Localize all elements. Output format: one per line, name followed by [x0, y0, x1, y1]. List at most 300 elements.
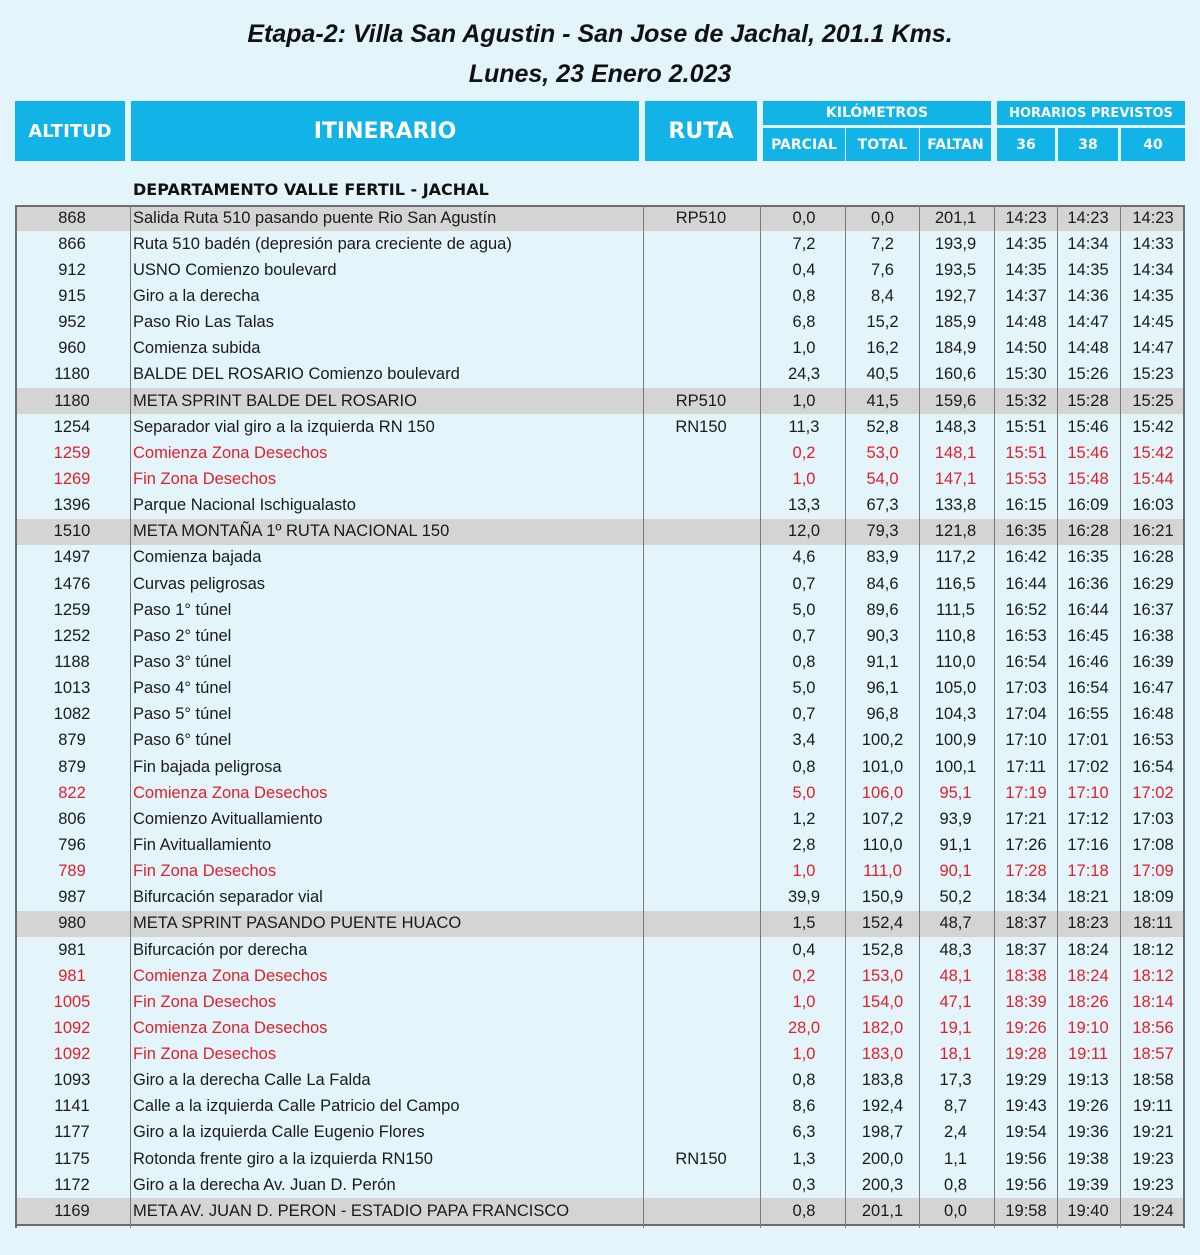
cell-ruta — [645, 623, 757, 649]
cell-altitud: 866 — [58, 234, 86, 253]
cell-altitud: 1175 — [54, 1149, 90, 1168]
table-row — [15, 519, 1185, 545]
cell-hora-38: 14:48 — [1067, 339, 1109, 358]
page-title: Etapa-2: Villa San Agustin - San Jose de Jachal, 201.1 Kms. — [247, 20, 953, 48]
cell-hora-40: 14:33 — [1132, 234, 1174, 253]
cell-hora-38: 16:54 — [1067, 679, 1109, 698]
cell-total: 15,2 — [866, 313, 899, 332]
cell-total: 83,9 — [866, 548, 899, 567]
table-row — [15, 754, 1185, 780]
cell-hora-36: 16:35 — [1005, 522, 1047, 541]
cell-altitud: 915 — [58, 286, 86, 305]
cell-itinerario: Calle a la izquierda Calle Patricio del Campo — [133, 1097, 460, 1116]
cell-ruta — [645, 1198, 757, 1224]
cell-hora-38: 15:48 — [1067, 469, 1109, 488]
table-row — [15, 1120, 1185, 1146]
cell-ruta — [645, 336, 757, 362]
cell-hora-38: 16:46 — [1067, 652, 1109, 671]
cell-hora-40: 15:42 — [1132, 417, 1174, 436]
cell-hora-40: 15:25 — [1132, 391, 1174, 410]
cell-itinerario: Comienza Zona Desechos — [133, 1018, 328, 1037]
cell-hora-38: 14:34 — [1067, 234, 1109, 253]
cell-parcial: 5,0 — [792, 783, 816, 802]
cell-itinerario: Paso 6° túnel — [133, 731, 232, 750]
cell-ruta — [645, 937, 757, 963]
cell-hora-40: 19:21 — [1132, 1123, 1174, 1142]
cell-faltan: 133,8 — [934, 496, 977, 515]
cell-parcial: 0,8 — [792, 286, 816, 305]
cell-altitud: 1476 — [53, 574, 91, 593]
cell-hora-36: 14:48 — [1005, 313, 1047, 332]
cell-altitud: 1254 — [53, 417, 91, 436]
cell-total: 200,0 — [861, 1149, 904, 1168]
cell-ruta — [645, 310, 757, 336]
cell-ruta — [645, 466, 757, 492]
column-divider — [760, 205, 761, 1228]
cell-hora-38: 18:24 — [1067, 966, 1109, 985]
cell-ruta — [645, 832, 757, 858]
cell-ruta — [645, 1015, 757, 1041]
cell-ruta — [645, 545, 757, 571]
cell-parcial: 1,0 — [792, 1045, 816, 1064]
cell-parcial: 0,7 — [792, 705, 816, 724]
cell-total: 54,0 — [866, 469, 899, 488]
cell-hora-40: 19:23 — [1132, 1175, 1174, 1194]
cell-faltan: 147,1 — [934, 469, 977, 488]
cell-itinerario: Paso Rio Las Talas — [133, 313, 274, 332]
cell-faltan: 48,3 — [939, 940, 972, 959]
cell-altitud: 1252 — [53, 626, 91, 645]
cell-hora-38: 14:47 — [1067, 313, 1109, 332]
cell-hora-38: 15:46 — [1067, 443, 1109, 462]
cell-parcial: 0,7 — [792, 626, 816, 645]
table-row — [15, 676, 1185, 702]
cell-parcial: 4,6 — [792, 548, 816, 567]
cell-altitud: 1396 — [53, 496, 91, 515]
cell-faltan: 110,0 — [935, 652, 976, 671]
cell-hora-36: 16:53 — [1005, 626, 1047, 645]
cell-parcial: 0,4 — [792, 940, 816, 959]
cell-hora-38: 16:36 — [1067, 574, 1109, 593]
cell-parcial: 1,0 — [792, 339, 816, 358]
cell-hora-40: 17:03 — [1132, 809, 1174, 828]
cell-itinerario: Paso 1° túnel — [133, 600, 232, 619]
table-row — [15, 702, 1185, 728]
cell-altitud: 789 — [58, 862, 86, 881]
cell-total: 152,8 — [861, 940, 904, 959]
cell-total: 7,2 — [871, 234, 894, 253]
table-row — [15, 1172, 1185, 1198]
cell-parcial: 0,8 — [792, 757, 816, 776]
cell-total: 192,4 — [861, 1097, 904, 1116]
cell-itinerario: Giro a la izquierda Calle Eugenio Flores — [133, 1123, 425, 1142]
cell-hora-36: 19:28 — [1005, 1045, 1047, 1064]
cell-altitud: 1177 — [54, 1123, 90, 1142]
table-row — [15, 937, 1185, 963]
cell-hora-38: 19:13 — [1067, 1071, 1109, 1090]
cell-itinerario: Bifurcación por derecha — [133, 940, 308, 959]
cell-hora-40: 14:35 — [1132, 286, 1174, 305]
cell-hora-36: 17:04 — [1005, 705, 1047, 724]
table-row — [15, 205, 1185, 231]
cell-hora-36: 14:37 — [1005, 286, 1047, 305]
cell-total: 198,7 — [861, 1123, 904, 1142]
cell-hora-40: 16:28 — [1132, 548, 1174, 567]
table-row — [15, 1068, 1185, 1094]
cell-parcial: 39,9 — [787, 888, 821, 907]
cell-itinerario: Rotonda frente giro a la izquierda RN150 — [133, 1149, 433, 1168]
cell-hora-40: 16:21 — [1132, 522, 1174, 541]
cell-ruta — [645, 885, 757, 911]
cell-hora-40: 16:47 — [1132, 679, 1174, 698]
cell-hora-38: 16:44 — [1067, 600, 1109, 619]
cell-total: 183,8 — [861, 1071, 904, 1090]
cell-ruta — [645, 257, 757, 283]
cell-faltan: 48,1 — [939, 966, 972, 985]
cell-parcial: 1,0 — [792, 391, 816, 410]
table-row — [15, 989, 1185, 1015]
cell-itinerario: Paso 5° túnel — [133, 705, 232, 724]
table-row — [15, 885, 1185, 911]
cell-total: 111,0 — [863, 862, 902, 881]
cell-total: 154,0 — [861, 992, 904, 1011]
cell-hora-40: 14:45 — [1132, 313, 1174, 332]
cell-parcial: 6,8 — [792, 313, 816, 332]
cell-hora-38: 14:23 — [1067, 208, 1109, 227]
cell-hora-40: 15:23 — [1132, 365, 1174, 384]
column-divider — [643, 205, 644, 1228]
cell-faltan: 111,5 — [936, 600, 975, 619]
itinerary-table — [15, 205, 1185, 1226]
cell-itinerario: Fin Zona Desechos — [133, 1045, 277, 1064]
cell-altitud: 1180 — [54, 365, 90, 384]
cell-hora-38: 16:45 — [1067, 626, 1109, 645]
cell-total: 201,1 — [861, 1201, 904, 1220]
cell-parcial: 0,7 — [792, 574, 816, 593]
table-row — [15, 362, 1185, 388]
cell-hora-38: 19:11 — [1067, 1045, 1109, 1064]
cell-total: 150,9 — [861, 888, 904, 907]
cell-total: 53,0 — [866, 443, 899, 462]
header-h36: 36 — [997, 128, 1055, 161]
cell-faltan: 19,1 — [939, 1018, 972, 1037]
cell-total: 96,8 — [866, 705, 899, 724]
cell-hora-40: 14:47 — [1132, 339, 1174, 358]
cell-hora-40: 17:02 — [1132, 783, 1174, 802]
cell-total: 52,8 — [866, 417, 899, 436]
table-row — [15, 257, 1185, 283]
cell-itinerario: Salida Ruta 510 pasando puente Rio San Agustín — [133, 208, 497, 227]
cell-itinerario: Curvas peligrosas — [133, 574, 266, 593]
cell-faltan: 193,5 — [934, 260, 977, 279]
cell-ruta — [645, 780, 757, 806]
cell-parcial: 6,3 — [792, 1123, 816, 1142]
cell-altitud: 912 — [58, 260, 86, 279]
cell-ruta — [645, 571, 757, 597]
table-row — [15, 597, 1185, 623]
cell-ruta — [645, 1120, 757, 1146]
cell-faltan: 116,5 — [935, 574, 976, 593]
cell-hora-36: 17:28 — [1005, 862, 1047, 881]
cell-hora-38: 18:24 — [1067, 940, 1109, 959]
cell-parcial: 2,8 — [792, 835, 816, 854]
cell-altitud: 1092 — [53, 1018, 91, 1037]
cell-hora-40: 16:53 — [1132, 731, 1174, 750]
cell-hora-40: 16:39 — [1132, 652, 1174, 671]
cell-altitud: 1259 — [53, 443, 91, 462]
cell-hora-38: 17:10 — [1067, 783, 1109, 802]
cell-total: 89,6 — [866, 600, 899, 619]
cell-faltan: 192,7 — [934, 286, 977, 305]
cell-parcial: 0,2 — [792, 966, 816, 985]
cell-parcial: 7,2 — [792, 234, 816, 253]
cell-hora-38: 18:26 — [1067, 992, 1109, 1011]
cell-ruta — [645, 728, 757, 754]
cell-hora-36: 19:29 — [1005, 1071, 1047, 1090]
cell-parcial: 0,0 — [792, 208, 816, 227]
cell-itinerario: Fin Zona Desechos — [133, 469, 277, 488]
cell-hora-38: 18:23 — [1067, 914, 1109, 933]
cell-hora-36: 18:37 — [1005, 914, 1047, 933]
table-row — [15, 623, 1185, 649]
cell-itinerario: Comienza Zona Desechos — [133, 966, 328, 985]
header-horarios: HORARIOS PREVISTOS — [997, 101, 1185, 125]
cell-total: 67,3 — [866, 496, 899, 515]
cell-altitud: 1093 — [53, 1071, 91, 1090]
cell-hora-36: 19:56 — [1005, 1149, 1047, 1168]
cell-ruta — [645, 362, 757, 388]
cell-ruta: RN150 — [675, 417, 727, 436]
cell-hora-40: 18:12 — [1132, 966, 1174, 985]
cell-hora-36: 14:50 — [1005, 339, 1047, 358]
cell-hora-36: 17:26 — [1005, 835, 1047, 854]
cell-ruta — [645, 806, 757, 832]
cell-faltan: 1,1 — [944, 1149, 967, 1168]
cell-hora-40: 14:23 — [1132, 208, 1174, 227]
cell-hora-36: 15:51 — [1005, 417, 1047, 436]
cell-hora-36: 15:51 — [1005, 443, 1047, 462]
cell-hora-40: 16:37 — [1132, 600, 1174, 619]
cell-ruta: RP510 — [675, 208, 727, 227]
cell-faltan: 17,3 — [939, 1071, 972, 1090]
cell-parcial: 13,3 — [787, 496, 821, 515]
cell-faltan: 104,3 — [934, 705, 977, 724]
cell-altitud: 879 — [58, 731, 86, 750]
cell-itinerario: Fin Zona Desechos — [133, 862, 277, 881]
table-row — [15, 859, 1185, 885]
cell-faltan: 159,6 — [934, 391, 977, 410]
cell-hora-40: 15:44 — [1132, 469, 1174, 488]
cell-ruta — [645, 963, 757, 989]
cell-ruta — [645, 859, 757, 885]
cell-altitud: 796 — [58, 835, 86, 854]
cell-hora-36: 16:44 — [1005, 574, 1047, 593]
table-row — [15, 1042, 1185, 1068]
cell-hora-40: 16:54 — [1132, 757, 1174, 776]
table-row — [15, 336, 1185, 362]
column-divider — [994, 205, 995, 1228]
cell-altitud: 1092 — [53, 1045, 91, 1064]
cell-hora-40: 18:11 — [1132, 914, 1174, 933]
cell-itinerario: Comienza subida — [133, 339, 261, 358]
cell-total: 91,1 — [866, 652, 899, 671]
cell-altitud: 1510 — [53, 522, 91, 541]
cell-ruta — [645, 231, 757, 257]
cell-parcial: 0,8 — [792, 652, 816, 671]
cell-hora-36: 17:10 — [1005, 731, 1047, 750]
header-itinerario: ITINERARIO — [131, 101, 639, 161]
header-h40: 40 — [1121, 128, 1185, 161]
cell-hora-36: 17:19 — [1005, 783, 1047, 802]
cell-hora-36: 17:03 — [1005, 679, 1047, 698]
cell-faltan: 90,1 — [939, 862, 972, 881]
cell-hora-38: 17:02 — [1067, 757, 1109, 776]
header-altitud: ALTITUD — [15, 101, 125, 161]
cell-altitud: 1172 — [54, 1175, 90, 1194]
cell-ruta — [645, 1172, 757, 1198]
cell-itinerario: USNO Comienzo boulevard — [133, 260, 337, 279]
table-row — [15, 493, 1185, 519]
cell-hora-38: 19:26 — [1067, 1097, 1109, 1116]
cell-hora-40: 18:56 — [1132, 1018, 1174, 1037]
cell-total: 40,5 — [866, 365, 899, 384]
cell-total: 182,0 — [861, 1018, 904, 1037]
cell-altitud: 1013 — [53, 679, 91, 698]
cell-itinerario: Separador vial giro a la izquierda RN 150 — [133, 417, 435, 436]
cell-hora-36: 16:54 — [1005, 652, 1047, 671]
cell-parcial: 11,3 — [788, 417, 820, 436]
cell-hora-40: 16:38 — [1132, 626, 1174, 645]
cell-hora-40: 18:09 — [1132, 888, 1174, 907]
cell-parcial: 5,0 — [792, 600, 816, 619]
cell-total: 183,0 — [861, 1045, 904, 1064]
cell-altitud: 980 — [58, 914, 86, 933]
table-row — [15, 466, 1185, 492]
table-row — [15, 649, 1185, 675]
column-divider — [1057, 205, 1058, 1228]
cell-hora-38: 15:26 — [1067, 365, 1109, 384]
column-divider — [130, 205, 131, 1228]
cell-hora-40: 19:24 — [1132, 1201, 1174, 1220]
cell-itinerario: Fin Avituallamiento — [133, 835, 272, 854]
table-top-border — [15, 205, 1185, 207]
cell-hora-40: 18:57 — [1132, 1045, 1174, 1064]
header-parcial: PARCIAL — [763, 128, 845, 161]
cell-altitud: 981 — [58, 940, 86, 959]
cell-faltan: 91,1 — [939, 835, 972, 854]
cell-faltan: 193,9 — [934, 234, 977, 253]
cell-itinerario: Giro a la derecha Calle La Falda — [133, 1071, 371, 1090]
cell-total: 41,5 — [866, 391, 899, 410]
cell-altitud: 1082 — [53, 705, 91, 724]
cell-total: 16,2 — [866, 339, 899, 358]
cell-hora-40: 18:12 — [1132, 940, 1174, 959]
table-row — [15, 231, 1185, 257]
cell-total: 107,2 — [861, 809, 904, 828]
header-ruta: RUTA — [645, 101, 757, 161]
cell-ruta — [645, 597, 757, 623]
cell-altitud: 822 — [58, 783, 86, 802]
cell-altitud: 879 — [58, 757, 86, 776]
cell-itinerario: Ruta 510 badén (depresión para creciente de agua) — [133, 234, 512, 253]
cell-altitud: 960 — [58, 339, 86, 358]
cell-ruta — [645, 493, 757, 519]
cell-hora-38: 17:01 — [1067, 731, 1109, 750]
header-total: TOTAL — [846, 128, 919, 161]
cell-hora-36: 18:39 — [1005, 992, 1047, 1011]
cell-total: 153,0 — [861, 966, 904, 985]
cell-faltan: 0,0 — [944, 1201, 967, 1220]
cell-hora-38: 17:16 — [1067, 835, 1109, 854]
cell-altitud: 1497 — [53, 548, 91, 567]
cell-total: 90,3 — [866, 626, 899, 645]
cell-hora-38: 14:36 — [1067, 286, 1109, 305]
cell-itinerario: Paso 4° túnel — [133, 679, 232, 698]
cell-faltan: 201,1 — [934, 208, 977, 227]
cell-parcial: 28,0 — [787, 1018, 821, 1037]
cell-total: 106,0 — [861, 783, 904, 802]
cell-total: 8,4 — [871, 286, 894, 305]
cell-hora-40: 15:42 — [1132, 443, 1174, 462]
cell-faltan: 148,1 — [934, 443, 977, 462]
cell-parcial: 0,2 — [792, 443, 816, 462]
cell-total: 84,6 — [866, 574, 899, 593]
table-row — [15, 832, 1185, 858]
cell-hora-40: 17:08 — [1132, 835, 1174, 854]
column-divider — [1120, 205, 1121, 1228]
cell-hora-36: 18:38 — [1005, 966, 1047, 985]
cell-itinerario: BALDE DEL ROSARIO Comienzo boulevard — [133, 365, 460, 384]
cell-hora-38: 16:35 — [1067, 548, 1109, 567]
cell-faltan: 47,1 — [939, 992, 972, 1011]
cell-total: 110,0 — [862, 835, 903, 854]
cell-hora-36: 18:34 — [1005, 888, 1047, 907]
cell-faltan: 148,3 — [934, 417, 977, 436]
cell-hora-36: 19:58 — [1005, 1201, 1047, 1220]
cell-altitud: 1005 — [53, 992, 91, 1011]
table-row — [15, 388, 1185, 414]
cell-parcial: 8,6 — [792, 1097, 816, 1116]
cell-altitud: 868 — [58, 208, 86, 227]
table-row — [15, 571, 1185, 597]
cell-total: 101,0 — [861, 757, 904, 776]
table-row — [15, 780, 1185, 806]
table-row — [15, 963, 1185, 989]
cell-ruta — [645, 989, 757, 1015]
cell-faltan: 185,9 — [934, 313, 977, 332]
table-row — [15, 310, 1185, 336]
cell-faltan: 100,9 — [934, 731, 977, 750]
cell-total: 152,4 — [861, 914, 904, 933]
cell-itinerario: META SPRINT BALDE DEL ROSARIO — [133, 391, 417, 410]
cell-hora-36: 14:35 — [1005, 234, 1047, 253]
cell-hora-36: 16:52 — [1005, 600, 1047, 619]
cell-hora-36: 15:32 — [1005, 391, 1047, 410]
cell-hora-40: 14:34 — [1132, 260, 1174, 279]
cell-faltan: 8,7 — [944, 1097, 967, 1116]
cell-altitud: 1180 — [54, 391, 90, 410]
cell-total: 100,2 — [861, 731, 904, 750]
cell-hora-38: 19:40 — [1067, 1201, 1109, 1220]
cell-hora-40: 19:23 — [1132, 1149, 1174, 1168]
cell-hora-38: 17:18 — [1067, 862, 1109, 881]
cell-altitud: 1141 — [54, 1097, 90, 1116]
table-row — [15, 414, 1185, 440]
cell-hora-36: 15:53 — [1005, 469, 1047, 488]
cell-faltan: 95,1 — [939, 783, 972, 802]
header-h38: 38 — [1058, 128, 1118, 161]
cell-faltan: 50,2 — [939, 888, 972, 907]
